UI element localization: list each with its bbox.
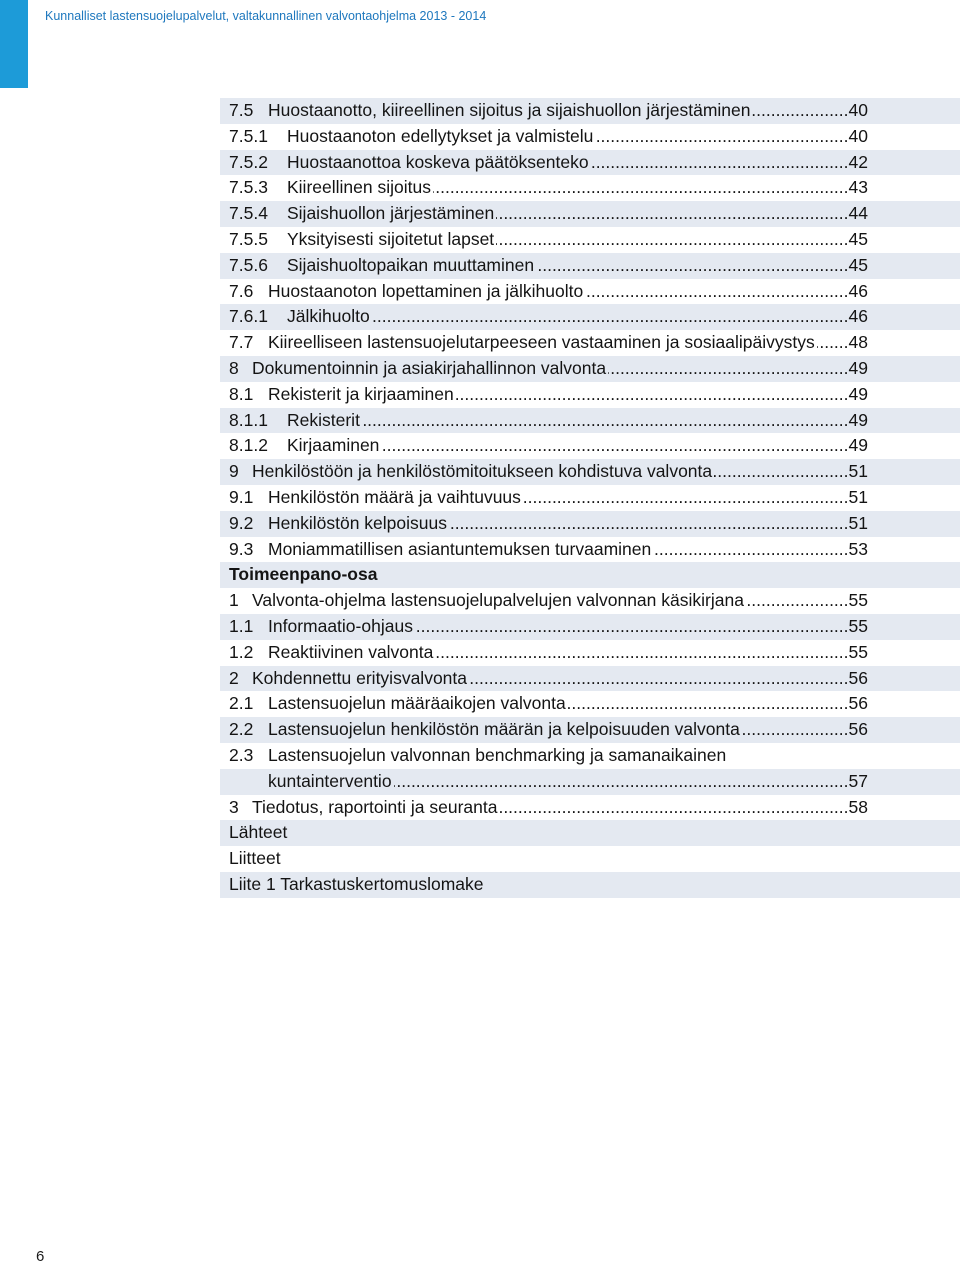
toc-entry [220, 691, 960, 717]
toc-entry-content [229, 279, 868, 305]
toc-entry-indent [229, 769, 268, 795]
toc-entry-page: 55 [848, 590, 868, 611]
toc-entry-page: 55 [848, 641, 868, 662]
toc-entry-title: Henkilöstöön ja henkilöstömitoitukseen kohdistuva valvonta [252, 461, 713, 482]
dot-leader [456, 382, 849, 408]
toc-entry-title: Rekisterit [287, 409, 360, 430]
toc-entry-content [229, 433, 868, 459]
back-matter-item [220, 820, 960, 846]
toc-entry-number: 2.1 [229, 693, 254, 714]
toc-entry-content [229, 382, 868, 408]
toc-entry-content [229, 356, 868, 382]
toc-entry [220, 769, 960, 795]
toc-entry [220, 201, 960, 227]
dot-leader [394, 769, 849, 795]
toc-entry [220, 124, 960, 150]
dot-leader [568, 691, 849, 717]
running-header: Kunnalliset lastensuojelupalvelut, valtakunnallinen valvontaohjelma 2013 - 2014 [45, 9, 487, 23]
toc-entry-number: 8.1.2 [229, 435, 268, 456]
dot-leader [496, 201, 848, 227]
toc-entry-content [229, 304, 868, 330]
back-matter-item [220, 846, 960, 872]
toc-entry [220, 253, 960, 279]
toc-entry [220, 588, 960, 614]
part-heading-title: Toimeenpano-osa [229, 564, 378, 585]
dot-leader [742, 717, 849, 743]
toc-entry-title: Kiireelliseen lastensuojelutarpeeseen vastaaminen ja sosiaalipäivystys [268, 332, 815, 353]
toc-entry-title: Kohdennettu erityisvalvonta [252, 667, 467, 688]
toc-entry-title: Moniammatillisen asiantuntemuksen turvaaminen [268, 538, 652, 559]
toc-entry-page: 42 [848, 151, 868, 172]
toc-entry [220, 279, 960, 305]
dot-leader [752, 98, 848, 124]
toc-entry-title: Yksityisesti sijoitetut lapset [287, 228, 495, 249]
dot-leader [362, 408, 849, 434]
toc-entry [220, 717, 960, 743]
toc-entry-page: 46 [848, 280, 868, 301]
toc-entry-content [229, 769, 868, 795]
dot-leader [469, 666, 849, 692]
dot-leader [372, 304, 849, 330]
toc-entry-title: Liite 1 Tarkastuskertomuslomake [229, 873, 484, 894]
toc-entry-title: Jälkihuolto [287, 306, 370, 327]
toc-entry-content [229, 717, 868, 743]
toc-entry-content [229, 872, 868, 898]
toc-entry-page: 48 [848, 332, 868, 353]
toc-entry-number: 8 [229, 357, 239, 378]
dot-leader [523, 485, 849, 511]
toc-entry-content [229, 459, 868, 485]
toc-entry-number: 2.3 [229, 744, 254, 765]
toc-entry-page: 56 [848, 667, 868, 688]
toc-entry-content [229, 666, 868, 692]
toc-entry [220, 382, 960, 408]
toc-entry-title: Kiireellinen sijoitus [287, 177, 431, 198]
toc-entry-content [229, 795, 868, 821]
toc-entry-title: Rekisterit ja kirjaaminen [268, 383, 454, 404]
toc-entry-content [229, 227, 868, 253]
toc-entry-number: 9.3 [229, 538, 254, 559]
toc-entry-content [229, 253, 868, 279]
page-number: 6 [36, 1248, 45, 1265]
toc-entry [220, 459, 960, 485]
toc-entry-content [229, 846, 868, 872]
dot-leader [449, 511, 849, 537]
toc-entry-content [229, 150, 868, 176]
toc-entry-title: Informaatio-ohjaus [268, 615, 413, 636]
toc-entry-page: 53 [848, 538, 868, 559]
toc-entry-page: 49 [848, 383, 868, 404]
toc-entry-content [229, 511, 868, 537]
toc-entry-page: 49 [848, 357, 868, 378]
toc-entry-title: Henkilöstön määrä ja vaihtuvuus [268, 486, 521, 507]
dot-leader [433, 175, 849, 201]
toc-entry-title: Huostaanoton edellytykset ja valmistelu [287, 125, 594, 146]
dot-leader [608, 356, 848, 382]
toc-entry [220, 537, 960, 563]
toc-entry-number: 1 [229, 590, 239, 611]
toc-entry-title: Huostaanottoa koskeva päätöksenteko [287, 151, 589, 172]
toc-entry-title: Reaktiivinen valvonta [268, 641, 434, 662]
part-heading [220, 562, 960, 588]
dot-leader [591, 150, 849, 176]
toc-entry-title: Kirjaaminen [287, 435, 380, 456]
toc-entry-page: 40 [848, 125, 868, 146]
toc-entry-page: 40 [848, 100, 868, 120]
toc-entry-title: Huostaanotto, kiireellinen sijoitus ja sijaishuollon järjestäminen [268, 100, 751, 120]
toc-entry-content [229, 614, 868, 640]
toc-entry-title: Henkilöstön kelpoisuus [268, 512, 447, 533]
toc-entry [220, 304, 960, 330]
toc-entry-title: Sijaishuoltopaikan muuttaminen [287, 254, 535, 275]
dot-leader [499, 795, 848, 821]
toc-entry [220, 640, 960, 666]
dot-leader [585, 279, 848, 305]
toc-entry-page: 55 [848, 615, 868, 636]
toc-entry-page: 56 [848, 719, 868, 740]
toc-entry-content [229, 537, 868, 563]
toc-entry-content [229, 175, 868, 201]
toc-entry-number: 2 [229, 667, 239, 688]
toc-entry-page: 58 [848, 796, 868, 817]
dot-leader [435, 640, 848, 666]
corner-accent-bar [0, 0, 28, 88]
toc-entry-page: 56 [848, 693, 868, 714]
toc-entry-number: 7.5 [229, 100, 254, 120]
toc-entry-title: Sijaishuollon järjestäminen [287, 203, 495, 224]
dot-leader [714, 459, 848, 485]
toc-entry-content [229, 640, 868, 666]
toc-entry-title: kuntainterventio [268, 770, 392, 791]
toc-entry [220, 666, 960, 692]
dot-leader [536, 253, 848, 279]
toc-entry-content [229, 201, 868, 227]
toc-entry-content [229, 820, 868, 846]
toc-entry-number: 7.6.1 [229, 306, 268, 327]
toc-entry-number: 2.2 [229, 719, 254, 740]
toc-entry-title: Valvonta-ohjelma lastensuojelupalvelujen valvonnan käsikirjana [252, 590, 744, 611]
toc-entry-number: 9 [229, 461, 239, 482]
toc-entry-number: 3 [229, 796, 239, 817]
dot-leader [381, 433, 848, 459]
toc-entry-page: 49 [848, 409, 868, 430]
toc-entry-content [229, 562, 868, 588]
toc-entry-number: 7.5.3 [229, 177, 268, 198]
toc-entry-number: 1.1 [229, 615, 254, 636]
toc-entry-number: 9.2 [229, 512, 254, 533]
toc-entry-number: 9.1 [229, 486, 254, 507]
toc-entry [220, 408, 960, 434]
back-matter-item [220, 872, 960, 898]
toc-entry-content [229, 408, 868, 434]
toc-entry-content [229, 485, 868, 511]
toc-entry-page: 51 [848, 512, 868, 533]
table-of-contents [220, 98, 960, 898]
toc-entry [220, 485, 960, 511]
toc-entry-content [229, 330, 868, 356]
toc-entry-number: 7.7 [229, 332, 254, 353]
toc-entry-page: 44 [848, 203, 868, 224]
toc-entry-number: 8.1.1 [229, 409, 268, 430]
toc-entry-content [229, 98, 868, 124]
toc-entry-page: 45 [848, 228, 868, 249]
dot-leader [746, 588, 849, 614]
toc-entry [220, 150, 960, 176]
toc-entry [220, 227, 960, 253]
toc-entry-number: 8.1 [229, 383, 254, 404]
toc-entry-content [229, 588, 868, 614]
toc-entry-number: 7.5.4 [229, 203, 268, 224]
toc-entry-content [229, 743, 868, 769]
dot-leader [817, 330, 849, 356]
dot-leader [595, 124, 848, 150]
toc-entry-page: 57 [848, 770, 868, 791]
toc-entry-page: 49 [848, 435, 868, 456]
toc-entry-number: 7.5.5 [229, 228, 268, 249]
toc-entry [220, 98, 960, 124]
dot-leader [653, 537, 848, 563]
toc-entry [220, 433, 960, 459]
toc-entry-title: Lastensuojelun valvonnan benchmarking ja samanaikainen [268, 744, 727, 765]
dot-leader [415, 614, 849, 640]
toc-entry-page: 51 [848, 486, 868, 507]
toc-entry-number: 7.5.6 [229, 254, 268, 275]
toc-entry-title: Dokumentoinnin ja asiakirjahallinnon valvonta [252, 357, 607, 378]
toc-entry-title: Lastensuojelun määräaikojen valvonta [268, 693, 566, 714]
toc-entry-number: 7.5.2 [229, 151, 268, 172]
toc-entry [220, 795, 960, 821]
toc-entry [220, 330, 960, 356]
toc-entry-title: Tiedotus, raportointi ja seuranta [252, 796, 498, 817]
toc-entry-content [229, 691, 868, 717]
toc-entry-title: Liitteet [229, 848, 281, 869]
toc-entry [220, 614, 960, 640]
toc-entry [220, 743, 960, 769]
toc-entry-content [229, 124, 868, 150]
toc-entry [220, 356, 960, 382]
toc-entry-title: Huostaanoton lopettaminen ja jälkihuolto [268, 280, 584, 301]
toc-entry-number: 1.2 [229, 641, 254, 662]
toc-entry-title: Lastensuojelun henkilöstön määrän ja kelpoisuuden valvonta [268, 719, 740, 740]
toc-entry [220, 175, 960, 201]
dot-leader [496, 227, 848, 253]
toc-entry-page: 43 [848, 177, 868, 198]
toc-entry [220, 511, 960, 537]
toc-entry-number: 7.5.1 [229, 125, 268, 146]
toc-entry-page: 51 [848, 461, 868, 482]
toc-entry-title: Lähteet [229, 822, 288, 843]
toc-entry-number: 7.6 [229, 280, 254, 301]
toc-entry-page: 45 [848, 254, 868, 275]
toc-entry-page: 46 [848, 306, 868, 327]
